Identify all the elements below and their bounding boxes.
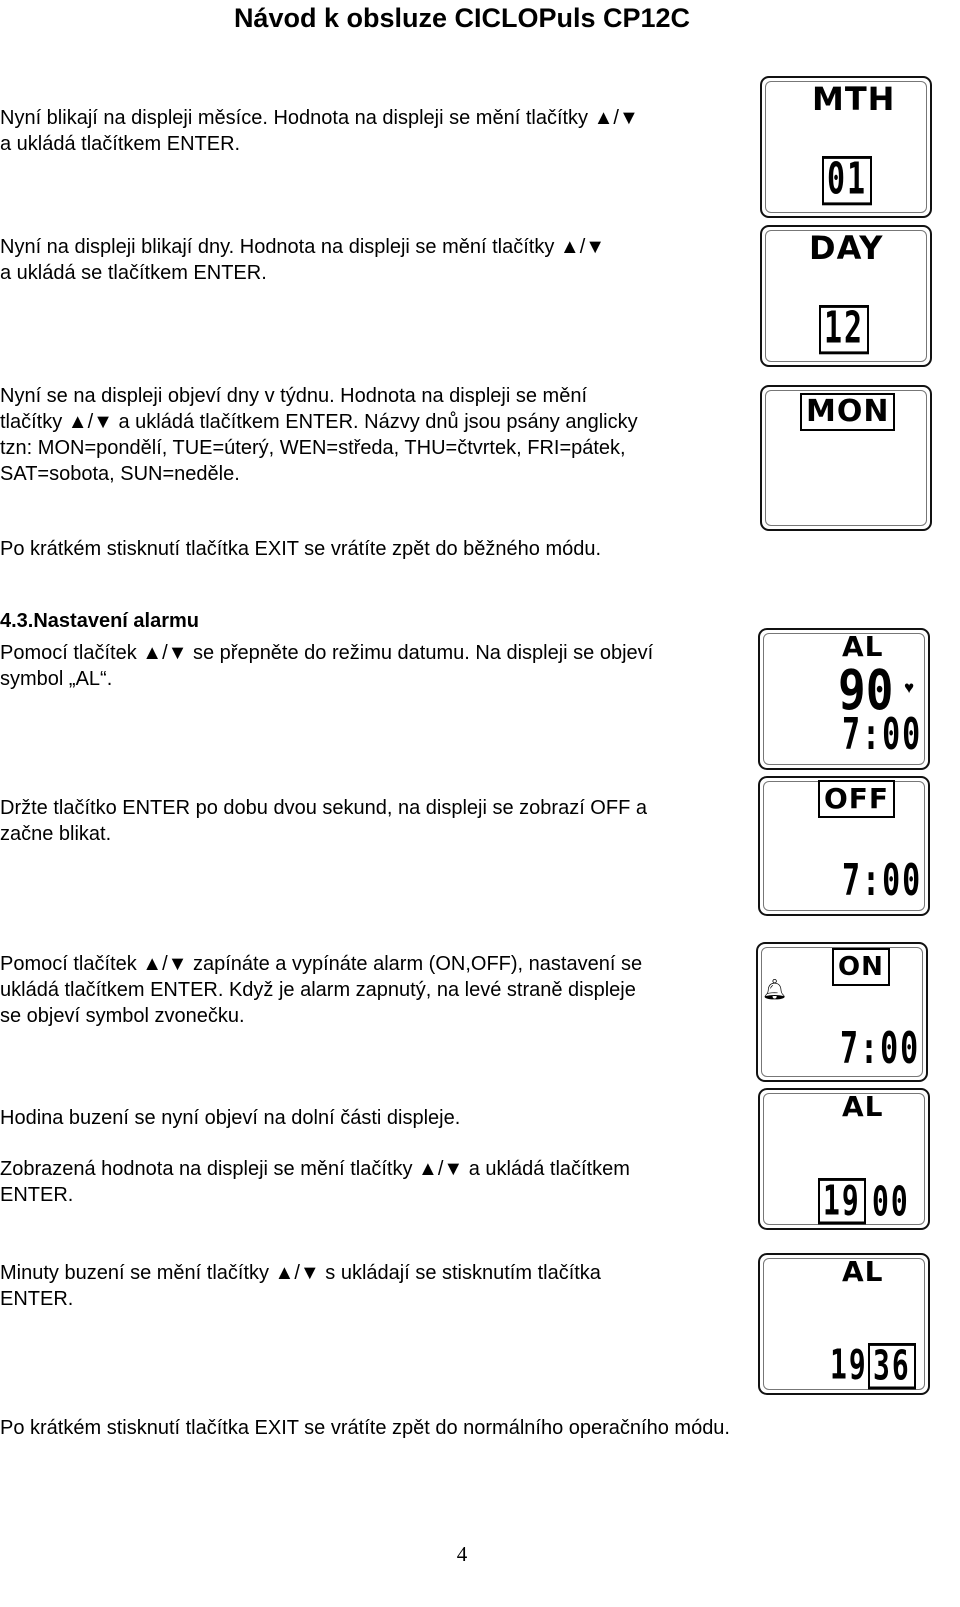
- text-line: ENTER.: [0, 1184, 74, 1206]
- section-heading: [0, 608, 734, 634]
- text-line: ENTER.: [0, 1288, 74, 1310]
- page-number: 4: [456, 1542, 468, 1566]
- paragraph-weekday: [0, 383, 734, 487]
- text-line: Nyní na displeji blikají dny. Hodnota na displeji se mění tlačítky ▲/▼: [0, 236, 606, 258]
- text-line: a ukládá tlačítkem ENTER.: [0, 133, 241, 155]
- heart-icon: ♥: [904, 678, 915, 697]
- text-line: Pomocí tlačítek ▲/▼ zapínáte a vypínáte alarm (ON,OFF), nastavení se: [0, 953, 643, 975]
- text-line: symbol „AL“.: [0, 668, 113, 690]
- lcd-label: AL: [842, 630, 884, 663]
- paragraph-on-off: [0, 951, 734, 1029]
- lcd-label: AL: [842, 1090, 884, 1123]
- lcd-value: 90: [838, 657, 894, 722]
- text-line: Zobrazená hodnota na displeji se mění tlačítky ▲/▼ a ukládá tlačítkem: [0, 1158, 630, 1180]
- text-line: Minuty buzení se mění tlačítky ▲/▼ s ukládají se stisknutím tlačítka: [0, 1262, 601, 1284]
- lcd-time: 7:00: [842, 709, 923, 761]
- lcd-display-on: [756, 942, 928, 1082]
- page-title: Návod k obsluze CICLOPuls CP12C: [233, 3, 691, 33]
- lcd-value: 12: [819, 305, 869, 354]
- lcd-display-alarm-hour: [758, 1088, 930, 1230]
- text-line: tlačítky ▲/▼ a ukládá tlačítkem ENTER. Názvy dnů jsou psány anglicky: [0, 411, 638, 433]
- lcd-label: MTH: [812, 80, 896, 118]
- text-line: SAT=sobota, SUN=neděle.: [0, 463, 240, 485]
- lcd-time: 7:00: [840, 1023, 921, 1075]
- paragraph-hold-enter: [0, 795, 734, 847]
- text-line: Nyní blikají na displeji měsíce. Hodnota na displeji se mění tlačítky ▲/▼: [0, 107, 639, 129]
- text-line: Pomocí tlačítek ▲/▼ se přepněte do režimu datumu. Na displeji se objeví: [0, 642, 654, 664]
- paragraph-day: [0, 234, 734, 286]
- lcd-display-month: [760, 76, 932, 218]
- lcd-display-off: [758, 776, 930, 916]
- lcd-label: OFF: [818, 780, 895, 818]
- lcd-display-alarm-minutes: [758, 1253, 930, 1395]
- text-line: tzn: MON=pondělí, TUE=úterý, WEN=středa, THU=čtvrtek, FRI=pátek,: [0, 437, 626, 459]
- text-line: ukládá tlačítkem ENTER. Když je alarm zapnutý, na levé straně displeje: [0, 979, 636, 1001]
- lcd-time: 7:00: [842, 855, 923, 907]
- text-line: Držte tlačítko ENTER po dobu dvou sekund, na displeji se zobrazí OFF a: [0, 797, 647, 819]
- text-line: začne blikat.: [0, 823, 112, 845]
- lcd-value: 01: [822, 156, 872, 205]
- paragraph-exit: [0, 536, 734, 562]
- heading-text: 4.3.Nastavení alarmu: [0, 610, 199, 632]
- text-line: Hodina buzení se nyní objeví na dolní části displeje.: [0, 1107, 461, 1129]
- paragraph-exit-normal: [0, 1415, 900, 1441]
- lcd-display-alarm-symbol: [758, 628, 930, 770]
- text-line: se objeví symbol zvonečku.: [0, 1005, 245, 1027]
- paragraph-alarm-mode: [0, 640, 734, 692]
- lcd-display-day: [760, 225, 932, 367]
- lcd-hours: 19: [830, 1340, 868, 1389]
- text-line: a ukládá se tlačítkem ENTER.: [0, 262, 267, 284]
- text-line: Po krátkém stisknutí tlačítka EXIT se vrátíte zpět do normálního operačního módu.: [0, 1417, 730, 1439]
- lcd-hours: 19: [818, 1178, 866, 1224]
- paragraph-minutes: [0, 1260, 734, 1312]
- lcd-minutes: 36: [868, 1343, 916, 1389]
- lcd-label: MON: [800, 393, 895, 431]
- lcd-label: DAY: [809, 229, 884, 267]
- bell-icon: 🔔︎: [762, 979, 788, 1001]
- paragraph-wake-hour: [0, 1105, 734, 1131]
- paragraph-month: [0, 105, 734, 157]
- lcd-display-weekday: [760, 385, 932, 531]
- text-line: Nyní se na displeji objeví dny v týdnu. Hodnota na displeji se mění: [0, 385, 588, 407]
- lcd-label: AL: [842, 1255, 884, 1288]
- paragraph-change-value: [0, 1156, 734, 1208]
- text-line: Po krátkém stisknutí tlačítka EXIT se vrátíte zpět do běžného módu.: [0, 538, 602, 560]
- lcd-minutes: 00: [872, 1177, 910, 1226]
- lcd-label: ON: [832, 948, 890, 986]
